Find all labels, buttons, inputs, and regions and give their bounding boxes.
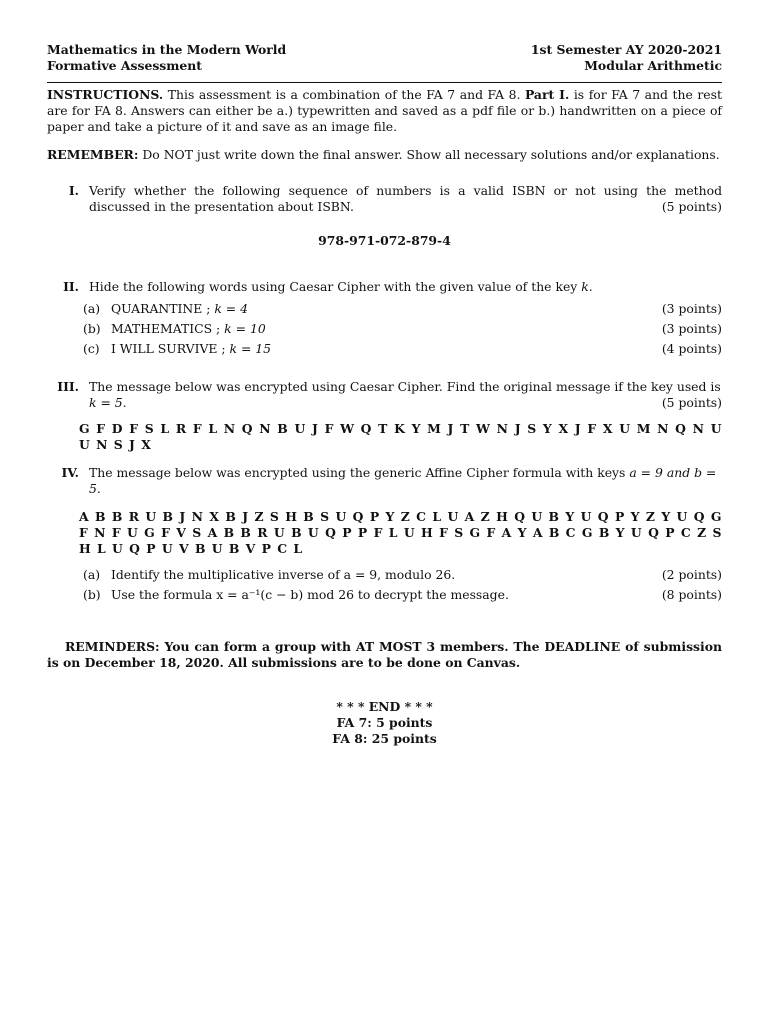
question-3 xyxy=(47,379,722,411)
assessment-title: Formative Assessment xyxy=(47,58,203,73)
reminders-paragraph: REMINDERS: You can form a group with AT MOST 3 members. The DEADLINE of submission is on December 18, 2020. All submissions are to be done on Canvas. xyxy=(47,639,722,670)
question-3-text: The message below was encrypted using Caesar Cipher. Find the original message if the key used is xyxy=(89,379,721,394)
question-4-text: The message below was encrypted using the generic Affine Cipher formula with keys xyxy=(89,465,626,480)
question-4-items xyxy=(47,567,722,603)
instructions-paragraph xyxy=(47,87,722,135)
instructions-text-2: is for FA 7 and the rest are for FA 8. Answers can either be a.) typewritten and saved as a pdf file or b.) handwritten on a piece of paper and take a picture of it and save as an image file. xyxy=(47,87,722,134)
item-word: I WILL SURVIVE ; xyxy=(110,341,230,356)
fa8-points: FA 8: 25 points xyxy=(332,731,437,746)
question-3-key: k = 5. xyxy=(89,395,127,410)
document-page xyxy=(47,42,722,747)
item-word: MATHEMATICS ; xyxy=(110,321,225,336)
isbn-number: 978-971-072-879-4 xyxy=(318,233,451,248)
fa7-points: FA 7: 5 points xyxy=(336,715,433,730)
remember-label: REMEMBER: xyxy=(47,147,139,162)
header-rule xyxy=(47,82,722,83)
item-word: QUARANTINE ; xyxy=(110,301,215,316)
part-label: Part I. xyxy=(524,87,570,102)
item-key: k = 10 xyxy=(224,321,266,336)
header-right xyxy=(531,42,722,74)
question-1-points: (5 points) xyxy=(661,199,722,214)
item-text: Use the formula x = a⁻¹(c − b) mod 26 to decrypt the message. xyxy=(110,587,509,602)
question-2-item-c xyxy=(47,341,722,357)
question-2-items xyxy=(47,301,722,357)
item-label: (a) xyxy=(83,301,101,316)
course-title: Mathematics in the Modern World xyxy=(47,42,287,57)
item-key: k = 4 xyxy=(214,301,248,316)
question-1 xyxy=(47,183,722,215)
instructions-label: INSTRUCTIONS. xyxy=(47,87,164,102)
item-points: (3 points) xyxy=(661,301,722,316)
remember-paragraph xyxy=(47,147,722,163)
remember-text: Do NOT just write down the final answer. Show all necessary solutions and/or explanations. xyxy=(142,147,720,162)
question-1-number: I. xyxy=(68,183,79,198)
question-2 xyxy=(47,279,722,295)
question-2-key-var: k. xyxy=(581,279,593,294)
semester-label: 1st Semester AY 2020-2021 xyxy=(530,42,722,57)
instructions-text-1: This assessment is a combination of the FA 7 and FA 8. xyxy=(167,87,521,102)
item-points: (2 points) xyxy=(661,567,722,582)
question-3-number: III. xyxy=(57,379,79,394)
item-text: Identify the multiplicative inverse of a = 9, modulo 26. xyxy=(110,567,456,582)
item-points: (3 points) xyxy=(661,321,722,336)
question-2-text: Hide the following words using Caesar Cipher with the given value of the key xyxy=(89,279,578,294)
item-label: (b) xyxy=(83,321,101,336)
item-label: (a) xyxy=(83,567,101,582)
question-3-points: (5 points) xyxy=(661,395,722,410)
item-points: (8 points) xyxy=(661,587,722,602)
end-marker: * * * END * * * xyxy=(336,699,433,714)
question-4 xyxy=(47,465,722,497)
question-1-text: Verify whether the following sequence of numbers is a valid ISBN or not using the method discussed in the presentation about ISBN. xyxy=(89,183,722,214)
question-2-item-b xyxy=(47,321,722,337)
question-2-number: II. xyxy=(63,279,79,294)
document-header xyxy=(47,42,722,74)
item-label: (b) xyxy=(83,587,101,602)
header-left xyxy=(47,42,286,74)
end-block xyxy=(47,699,722,747)
question-4-keys: a = 9 and b = 5. xyxy=(89,465,717,496)
item-points: (4 points) xyxy=(661,341,722,356)
item-key: k = 15 xyxy=(229,341,272,356)
affine-cipher-message: A B B R U B J N X B J Z S H B S U Q P Y Z C L U A Z H Q U B Y U Q P Y Z Y U Q G F N F U G F V S A B B R U B U Q P P F L U H F S G F A Y A B C G B Y U Q P C Z S H L U Q P U V B U B V P C L xyxy=(79,509,722,556)
question-4-item-a xyxy=(47,567,722,583)
topic-label: Modular Arithmetic xyxy=(584,58,722,73)
question-4-item-b xyxy=(47,587,722,603)
question-2-item-a xyxy=(47,301,722,317)
question-4-number: IV. xyxy=(61,465,79,480)
caesar-cipher-message: G F D F S L R F L N Q N B U J F W Q T K Y M J T W N J S Y X J F X U M N Q N U U N S J X xyxy=(79,421,722,452)
item-label: (c) xyxy=(83,341,100,356)
